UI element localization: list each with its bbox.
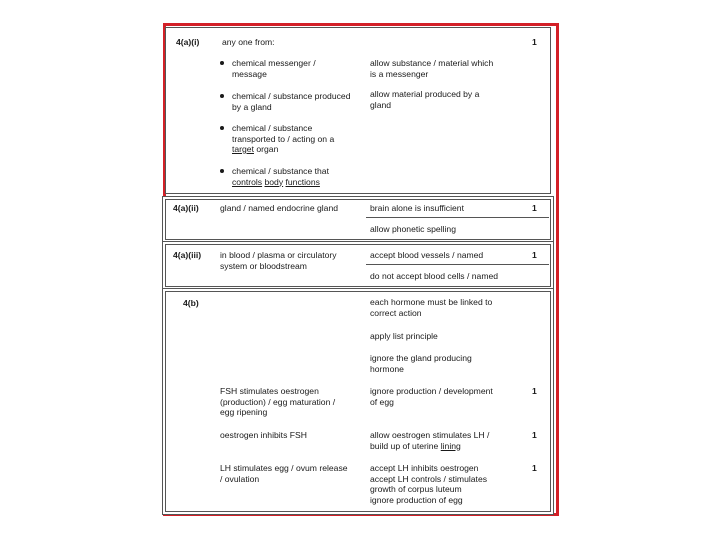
guidance-divider <box>366 264 549 265</box>
guidance-text: ignore the gland producing hormone <box>370 353 472 374</box>
answer-intro: any one from: <box>222 37 275 47</box>
guidance-text: ignore production / development of egg <box>370 386 493 407</box>
mark-value: 1 <box>532 37 537 47</box>
guidance-text: allow substance / material which is a messenger <box>370 58 494 79</box>
answer-text: oestrogen inhibits FSH <box>220 430 307 440</box>
mark-value: 1 <box>532 203 537 213</box>
question-label: 4(b) <box>183 298 199 308</box>
question-label: 4(a)(i) <box>176 37 200 47</box>
answer-bullet: chemical / substance transported to / acting on a target organ <box>232 123 335 154</box>
answer-bullet: chemical / substance produced by a gland <box>232 91 351 112</box>
guidance-text: accept LH inhibits oestrogen accept LH controls / stimulates growth of corpus luteum ignore production of egg <box>370 463 488 505</box>
answer-text: in blood / plasma or circulatory system or bloodstream <box>220 250 337 271</box>
question-label: 4(a)(iii) <box>173 250 202 260</box>
answer-bullet: chemical / substance that controls body functions <box>232 166 329 187</box>
guidance-text: accept blood vessels / named <box>370 250 484 260</box>
question-label: 4(a)(ii) <box>173 203 199 213</box>
mark-value: 1 <box>532 250 537 260</box>
guidance-divider <box>366 217 549 218</box>
mark-value: 1 <box>532 386 537 396</box>
answer-text: FSH stimulates oestrogen (production) / egg maturation / egg ripening <box>220 386 336 417</box>
answer-text: LH stimulates egg / ovum release / ovulation <box>220 463 348 484</box>
guidance-text: brain alone is insufficient <box>370 203 464 213</box>
answer-text: gland / named endocrine gland <box>220 203 339 213</box>
guidance-text: allow material produced by a gland <box>370 89 480 110</box>
guidance-text: allow phonetic spelling <box>370 224 456 234</box>
answer-bullet: chemical messenger / message <box>232 58 316 79</box>
mark-value: 1 <box>532 430 537 440</box>
mark-value: 1 <box>532 463 537 473</box>
guidance-text: do not accept blood cells / named <box>370 271 499 281</box>
guidance-text: each hormone must be linked to correct action <box>370 297 493 318</box>
guidance-text: allow oestrogen stimulates LH / build up of uterine lining <box>370 430 490 451</box>
guidance-text: apply list principle <box>370 331 438 341</box>
